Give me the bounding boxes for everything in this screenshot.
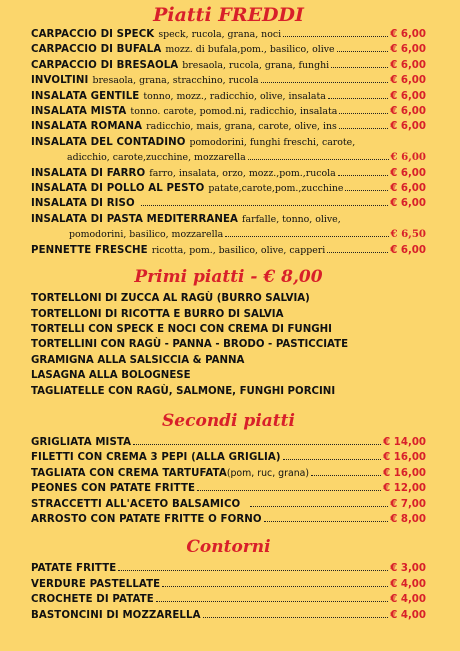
item-desc: mozz. di bufala,pom., basilico, olive xyxy=(165,44,335,56)
menu-item-continuation xyxy=(31,227,426,242)
menu-item xyxy=(31,512,426,527)
dot-leader xyxy=(133,444,381,445)
dot-leader xyxy=(327,252,388,253)
dot-leader xyxy=(345,190,388,191)
dot-leader xyxy=(250,506,388,507)
menu-item: GRAMIGNA ALLA SALSICCIA & PANNA xyxy=(31,354,245,366)
item-price: € 16,00 xyxy=(383,452,426,464)
item-desc: tonno. carote, pomod.ni, radicchio, insalata xyxy=(130,106,338,118)
item-desc-cont: adicchio, carote,zucchine, mozzarella xyxy=(67,152,246,164)
menu-item xyxy=(31,181,426,196)
menu-item: TAGLIATELLE CON RAGÙ, SALMONE, FUNGHI PORCINI xyxy=(31,385,336,397)
menu-item xyxy=(31,577,426,592)
item-name: INSALATA ROMANA xyxy=(31,121,143,133)
item-price: € 4,00 xyxy=(390,578,426,590)
item-desc: pomodorini, funghi freschi, carote, xyxy=(189,136,356,148)
item-price: € 6,00 xyxy=(390,151,426,164)
section-title-freddi: Piatti FREDDI xyxy=(153,4,304,26)
item-price: € 6,00 xyxy=(390,198,426,210)
menu-item: TORTELLONI DI RICOTTA E BURRO DI SALVIA xyxy=(31,308,284,320)
item-name: PEONES CON PATATE FRITTE xyxy=(31,483,196,495)
item-name: INSALATA DEL CONTADINO xyxy=(31,136,186,148)
item-name: INSALATA MISTA xyxy=(31,106,127,118)
menu-item xyxy=(31,212,426,227)
item-price: € 12,00 xyxy=(383,483,426,495)
item-name: CARPACCIO DI BUFALA xyxy=(31,44,162,56)
menu-item xyxy=(31,58,426,73)
item-price: € 6,00 xyxy=(390,167,426,179)
item-name: INSALATA DI RISO xyxy=(31,198,135,210)
item-price: € 6,00 xyxy=(390,59,426,71)
menu-item xyxy=(31,243,426,258)
item-desc: speck, rucola, grana, noci xyxy=(158,29,282,40)
menu-item: TORTELLI CON SPECK E NOCI CON CREMA DI FUNGHI xyxy=(31,323,332,335)
menu-item xyxy=(31,466,426,481)
primi-list xyxy=(31,291,426,399)
menu-item xyxy=(31,166,426,181)
dot-leader xyxy=(283,36,388,37)
freddi-list xyxy=(31,27,426,258)
item-price: € 6,00 xyxy=(390,121,426,133)
menu-item: LASAGNA ALLA BOLOGNESE xyxy=(31,370,191,382)
dot-leader xyxy=(328,98,388,99)
item-price: € 6,00 xyxy=(390,75,426,87)
menu-item xyxy=(31,196,426,211)
item-desc-cont: pomodorini, basilico, mozzarella xyxy=(69,229,224,241)
menu-item: TORTELLINI CON RAGÙ - PANNA - BRODO - PASTICCIATE xyxy=(31,339,349,351)
item-price: € 6,00 xyxy=(390,183,426,195)
secondi-list xyxy=(31,435,426,527)
dot-leader xyxy=(331,67,388,68)
contorni-list xyxy=(31,561,426,623)
item-name: CROCHETE DI PATATE xyxy=(31,594,154,606)
item-name: INSALATA GENTILE xyxy=(31,90,140,102)
item-name: INSALATA DI POLLO AL PESTO xyxy=(31,183,205,195)
menu-item xyxy=(31,561,426,576)
menu-item xyxy=(31,497,426,512)
menu-item xyxy=(31,135,426,150)
spacer xyxy=(31,258,426,265)
dot-leader xyxy=(283,459,382,460)
menu-item xyxy=(31,104,426,119)
item-desc: farfalle, tonno, olive, xyxy=(242,213,341,225)
menu-item-continuation xyxy=(31,150,426,165)
menu-item: TORTELLONI DI ZUCCA AL RAGÙ (BURRO SALVIA) xyxy=(31,293,310,305)
dot-leader xyxy=(197,490,381,491)
item-price: € 6,00 xyxy=(390,29,426,40)
menu-item xyxy=(31,119,426,134)
item-desc: bresaola, rucola, grana, funghi xyxy=(182,59,330,71)
item-price: € 7,00 xyxy=(390,498,426,510)
dot-leader xyxy=(311,475,381,476)
dot-leader xyxy=(337,51,389,52)
item-price: € 6,00 xyxy=(390,106,426,118)
menu-item xyxy=(31,435,426,450)
item-name: CARPACCIO DI SPECK xyxy=(31,29,155,40)
item-price: € 4,00 xyxy=(390,594,426,606)
dot-leader xyxy=(339,113,388,114)
item-price: € 14,00 xyxy=(383,436,426,448)
section-title-secondi: Secondi piatti xyxy=(162,410,295,431)
dot-leader xyxy=(261,82,389,83)
spacer xyxy=(31,399,426,409)
item-name: PATATE FRITTE xyxy=(31,563,117,575)
menu-item xyxy=(31,27,426,42)
menu-item xyxy=(31,481,426,496)
leader-wrap xyxy=(246,150,426,165)
section-title-primi: Primi piatti - € 8,00 xyxy=(134,267,323,288)
item-name: PENNETTE FRESCHE xyxy=(31,244,148,256)
item-name: BASTONCINI DI MOZZARELLA xyxy=(31,609,201,621)
item-price: € 4,00 xyxy=(390,609,426,621)
item-name: INSALATA DI FARRO xyxy=(31,167,146,179)
item-desc: radicchio, mais, grana, carote, olive, ins xyxy=(146,121,337,133)
dot-leader xyxy=(203,617,389,618)
item-name: GRIGLIATA MISTA xyxy=(31,436,132,448)
item-price: € 6,00 xyxy=(390,44,426,56)
dot-leader xyxy=(162,586,388,587)
dot-leader xyxy=(338,175,388,176)
menu-item xyxy=(31,73,426,88)
menu-item xyxy=(31,89,426,104)
dot-leader xyxy=(264,521,389,522)
item-name: TAGLIATA CON CREMA TARTUFATA xyxy=(31,467,227,479)
menu-item xyxy=(31,592,426,607)
item-name: INSALATA DI PASTA MEDITERRANEA xyxy=(31,213,239,225)
menu-item xyxy=(31,42,426,57)
item-price: € 6,00 xyxy=(390,90,426,102)
item-price: € 6,50 xyxy=(390,228,426,241)
dot-leader xyxy=(225,236,388,237)
item-name: FILETTI CON CREMA 3 PEPI (ALLA GRIGLIA) xyxy=(31,452,281,464)
dot-leader xyxy=(339,128,388,129)
item-name: STRACCETTI ALL'ACETO BALSAMICO xyxy=(31,498,241,510)
leader-wrap xyxy=(223,227,426,242)
item-price: € 8,00 xyxy=(390,513,426,525)
item-desc: (pom, ruc, grana) xyxy=(226,467,310,479)
menu-item xyxy=(31,450,426,465)
item-price: € 16,00 xyxy=(383,467,426,479)
dot-leader xyxy=(156,601,388,602)
item-desc: patate,carote,pom.,zucchine xyxy=(208,183,344,195)
item-price: € 3,00 xyxy=(390,563,426,575)
item-price: € 6,00 xyxy=(390,244,426,256)
item-name: VERDURE PASTELLATE xyxy=(31,578,161,590)
dot-leader xyxy=(248,159,389,160)
item-name: CARPACCIO DI BRESAOLA xyxy=(31,59,179,71)
item-desc: farro, insalata, orzo, mozz.,pom.,rucola xyxy=(149,167,336,179)
section-title-contorni: Contorni xyxy=(186,537,271,558)
item-desc: ricotta, pom., basilico, olive, capperi xyxy=(151,244,326,256)
spacer xyxy=(31,527,426,535)
item-name: INVOLTINI xyxy=(31,75,89,87)
dot-leader xyxy=(118,570,388,571)
menu-item xyxy=(31,608,426,623)
item-desc: tonno, mozz., radicchio, olive, insalata xyxy=(143,90,326,102)
item-desc: bresaola, grana, stracchino, rucola xyxy=(92,75,259,87)
dot-leader xyxy=(141,205,388,206)
item-name: ARROSTO CON PATATE FRITTE O FORNO xyxy=(31,513,262,525)
